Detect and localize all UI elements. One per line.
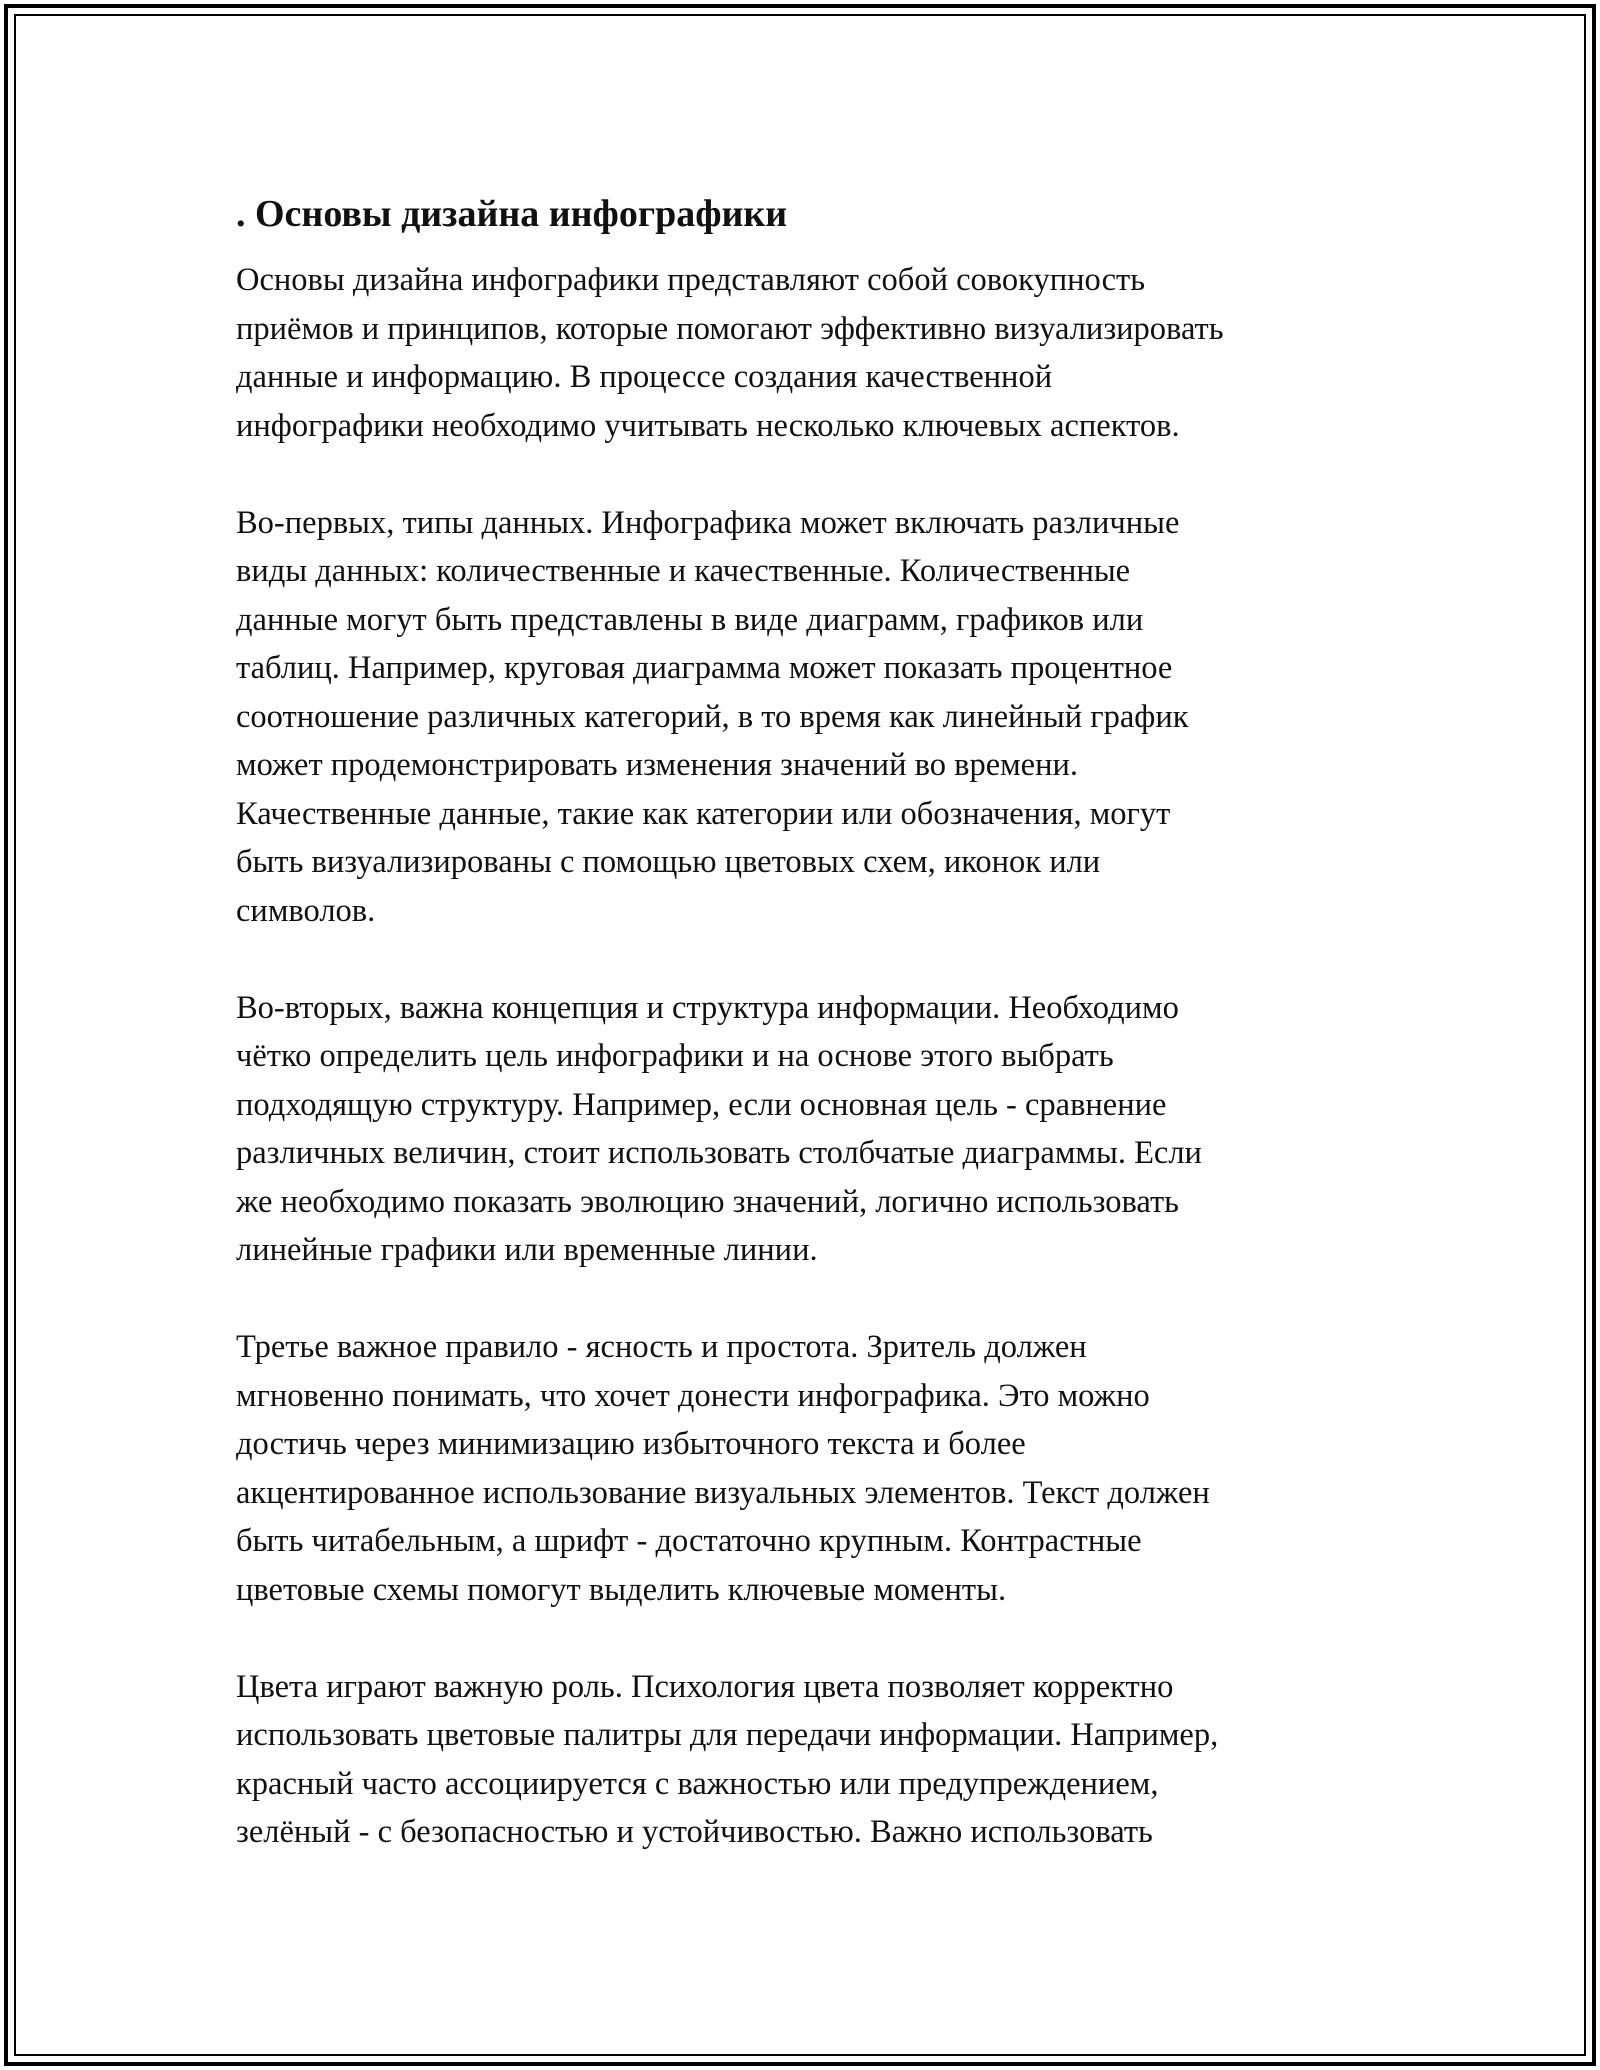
section-heading: . Основы дизайна инфографики xyxy=(236,193,788,235)
paragraph-intro xyxy=(236,256,1386,450)
text-line: чётко определить цель инфографики и на основе этого выбрать xyxy=(236,1038,1114,1074)
text-line: красный часто ассоциируется с важностью или предупреждением, xyxy=(236,1765,1159,1802)
text-line: Во-первых, типы данных. Инфографика может включать различные xyxy=(236,504,1180,541)
text-line: Во-вторых, важна концепция и структура информации. Необходимо xyxy=(236,989,1179,1026)
text-line: виды данных: количественные и качественные. Количественные xyxy=(236,553,1131,589)
paragraph-structure xyxy=(236,984,1386,1275)
text-line: быть читабельным, а шрифт - достаточно крупным. Контрастные xyxy=(236,1523,1142,1559)
paragraph-clarity xyxy=(236,1323,1386,1614)
text-line: линейные графики или временные линии. xyxy=(236,1232,818,1268)
text-line: же необходимо показать эволюцию значений, логично использовать xyxy=(236,1183,1180,1220)
text-line: Основы дизайна инфографики представляют собой совокупность xyxy=(236,262,1146,298)
paragraph-data-types xyxy=(236,499,1386,936)
text-line: использовать цветовые палитры для передачи информации. Например, xyxy=(236,1717,1219,1753)
text-line: инфографики необходимо учитывать несколько ключевых аспектов. xyxy=(236,407,1180,444)
text-line: Цвета играют важную роль. Психология цвета позволяет корректно xyxy=(236,1668,1174,1705)
text-line: быть визуализированы с помощью цветовых схем, иконок или xyxy=(236,844,1101,880)
text-line: достичь через минимизацию избыточного текста и более xyxy=(236,1426,1026,1462)
text-line: Третье важное правило - ясность и простота. Зритель должен xyxy=(236,1329,1087,1365)
text-line: цветовые схемы помогут выделить ключевые моменты. xyxy=(236,1571,1007,1608)
text-line: зелёный - с безопасностью и устойчивостью. Важно использовать xyxy=(236,1814,1153,1850)
text-line: символов. xyxy=(236,892,376,929)
text-line: акцентированное использование визуальных элементов. Текст должен xyxy=(236,1474,1210,1511)
text-line: различных величин, стоит использовать столбчатые диаграммы. Если xyxy=(236,1135,1202,1171)
text-line: подходящую структуру. Например, если основная цель - сравнение xyxy=(236,1086,1167,1123)
text-line: данные могут быть представлены в виде диаграмм, графиков или xyxy=(236,601,1144,638)
document-body xyxy=(236,186,1386,1905)
text-line: приёмов и принципов, которые помогают эффективно визуализировать xyxy=(236,310,1224,347)
text-line: может продемонстрировать изменения значений во времени. xyxy=(236,747,1079,783)
text-line: мгновенно понимать, что хочет донести инфографика. Это можно xyxy=(236,1377,1150,1414)
text-line: Качественные данные, такие как категории или обозначения, могут xyxy=(236,795,1171,832)
text-line: соотношение различных категорий, в то время как линейный график xyxy=(236,698,1189,735)
paragraph-colors xyxy=(236,1663,1386,1857)
text-line: данные и информацию. В процессе создания качественной xyxy=(236,359,1053,395)
text-line: таблиц. Например, круговая диаграмма может показать процентное xyxy=(236,650,1173,686)
